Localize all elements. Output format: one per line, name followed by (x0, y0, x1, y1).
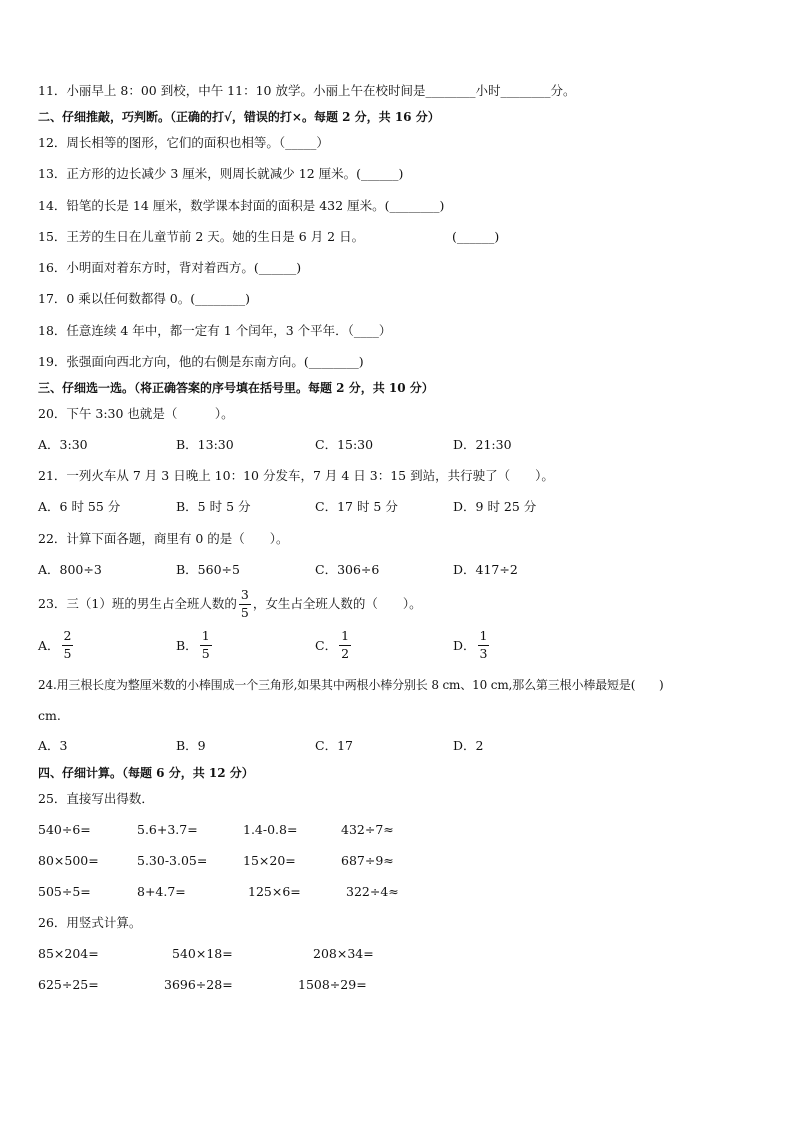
question-15: 15．王芳的生日在儿童节前 2 天。她的生日是 6 月 2 日。 (38, 229, 365, 244)
question-20-option-b: B．13:30 (176, 437, 234, 452)
fraction-denominator: 5 (201, 645, 210, 661)
option-letter: B． (176, 638, 198, 653)
question-22-option-d: D．417÷2 (453, 562, 518, 577)
option-fraction (339, 630, 351, 660)
calc-item: 1.4-0.8= (243, 822, 298, 837)
calc-item: 432÷7≈ (341, 822, 394, 837)
calc-item: 322÷4≈ (346, 884, 399, 899)
calc-item: 80×500= (38, 853, 99, 868)
calc-item: 540×18= (172, 946, 233, 961)
calc-item: 625÷25= (38, 977, 99, 992)
calc-item: 208×34= (313, 946, 374, 961)
calc-item: 505÷5= (38, 884, 91, 899)
fraction-numerator: 2 (62, 630, 74, 646)
question-26-stem: 26．用竖式计算。 (38, 915, 142, 930)
question-15-blank: (______) (452, 229, 500, 244)
fraction-denominator: 5 (240, 604, 249, 620)
question-21-option-a: A．6 时 55 分 (38, 499, 121, 514)
section-4-header: 四、仔细计算。（每题 6 分，共 12 分） (38, 766, 254, 780)
question-21-option-c: C．17 时 5 分 (315, 499, 398, 514)
question-23-option-d (453, 630, 491, 660)
question-22-option-b: B．560÷5 (176, 562, 240, 577)
question-21-option-b: B．5 时 5 分 (176, 499, 251, 514)
question-23-stem-text-before: 23．三（1）班的男生占全班人数的 (38, 595, 237, 611)
question-22-option-c: C．306÷6 (315, 562, 380, 577)
question-14: 14．铅笔的长是 14 厘米，数学课本封面的面积是 432 厘米。(________) (38, 198, 445, 213)
question-11: 11．小丽早上 8：00 到校，中午 11：10 放学。小丽上午在校时间是________小时________分。 (38, 83, 576, 98)
option-fraction (478, 630, 490, 660)
question-23-option-c (315, 630, 353, 660)
fraction-numerator: 1 (200, 630, 212, 646)
question-20-option-c: C．15:30 (315, 437, 374, 452)
question-24-stem-line-2: cm. (38, 708, 61, 723)
option-letter: D． (453, 638, 476, 653)
calc-item: 540÷6= (38, 822, 91, 837)
question-24-option-d: D．2 (453, 738, 484, 753)
question-16: 16．小明面对着东方时，背对着西方。(______) (38, 260, 302, 275)
fraction-numerator: 1 (478, 630, 490, 646)
question-24-option-b: B．9 (176, 738, 206, 753)
fraction-numerator: 1 (339, 630, 351, 646)
calc-item: 687÷9≈ (341, 853, 394, 868)
section-2-header: 二、仔细推敲，巧判断。（正确的打√，错误的打×。每题 2 分，共 16 分） (38, 110, 440, 124)
question-13: 13．正方形的边长减少 3 厘米，则周长就减少 12 厘米。(______) (38, 166, 404, 181)
question-23-stem-fraction (239, 589, 251, 619)
option-fraction (200, 630, 212, 660)
calc-item: 5.30-3.05= (137, 853, 208, 868)
fraction-numerator: 3 (239, 589, 251, 605)
calc-item: 125×6= (248, 884, 301, 899)
question-25-stem: 25．直接写出得数． (38, 791, 154, 806)
fraction-denominator: 5 (63, 645, 72, 661)
question-22-option-a: A．800÷3 (38, 562, 102, 577)
question-19: 19．张强面向西北方向，他的右侧是东南方向。(________) (38, 354, 364, 369)
question-23-option-b (176, 630, 214, 660)
option-letter: A． (38, 638, 60, 653)
question-17: 17．0 乘以任何数都得 0。(________) (38, 291, 251, 306)
fraction-denominator: 2 (341, 645, 350, 661)
option-letter: C． (315, 638, 338, 653)
calc-item: 5.6+3.7= (137, 822, 198, 837)
calc-item: 15×20= (243, 853, 296, 868)
calc-item: 3696÷28= (164, 977, 233, 992)
question-12: 12．周长相等的图形，它们的面积也相等。（_____） (38, 135, 329, 150)
calc-item: 1508÷29= (298, 977, 367, 992)
section-3-header: 三、仔细选一选。（将正确答案的序号填在括号里。每题 2 分，共 10 分） (38, 381, 434, 395)
question-22-stem: 22．计算下面各题，商里有 0 的是（ ）。 (38, 531, 289, 546)
question-21-stem: 21．一列火车从 7 月 3 日晚上 10：10 分发车，7 月 4 日 3：15 到站，共行驶了（ ）。 (38, 468, 554, 483)
question-24-option-a: A．3 (38, 738, 68, 753)
fraction-denominator: 3 (479, 645, 488, 661)
question-24-stem-line-1: 24.用三根长度为整厘米数的小棒围成一个三角形,如果其中两根小棒分别长 8 cm、10 cm,那么第三根小棒最短是( ) (38, 678, 664, 692)
question-23-option-a (38, 630, 75, 660)
calc-item: 8+4.7= (137, 884, 186, 899)
question-21-option-d: D．9 时 25 分 (453, 499, 537, 514)
question-20-option-a: A．3:30 (38, 437, 88, 452)
question-18: 18．任意连续 4 年中，都一定有 1 个闰年，3 个平年．（____） (38, 323, 392, 338)
question-23-stem-text-after: ，女生占全班人数的（ ）。 (252, 595, 422, 611)
question-24-option-c: C．17 (315, 738, 353, 753)
question-20-stem: 20．下午 3:30 也就是（ ）。 (38, 406, 234, 421)
option-fraction (62, 630, 74, 660)
calc-item: 85×204= (38, 946, 99, 961)
question-23-stem (38, 589, 422, 619)
question-20-option-d: D．21:30 (453, 437, 512, 452)
